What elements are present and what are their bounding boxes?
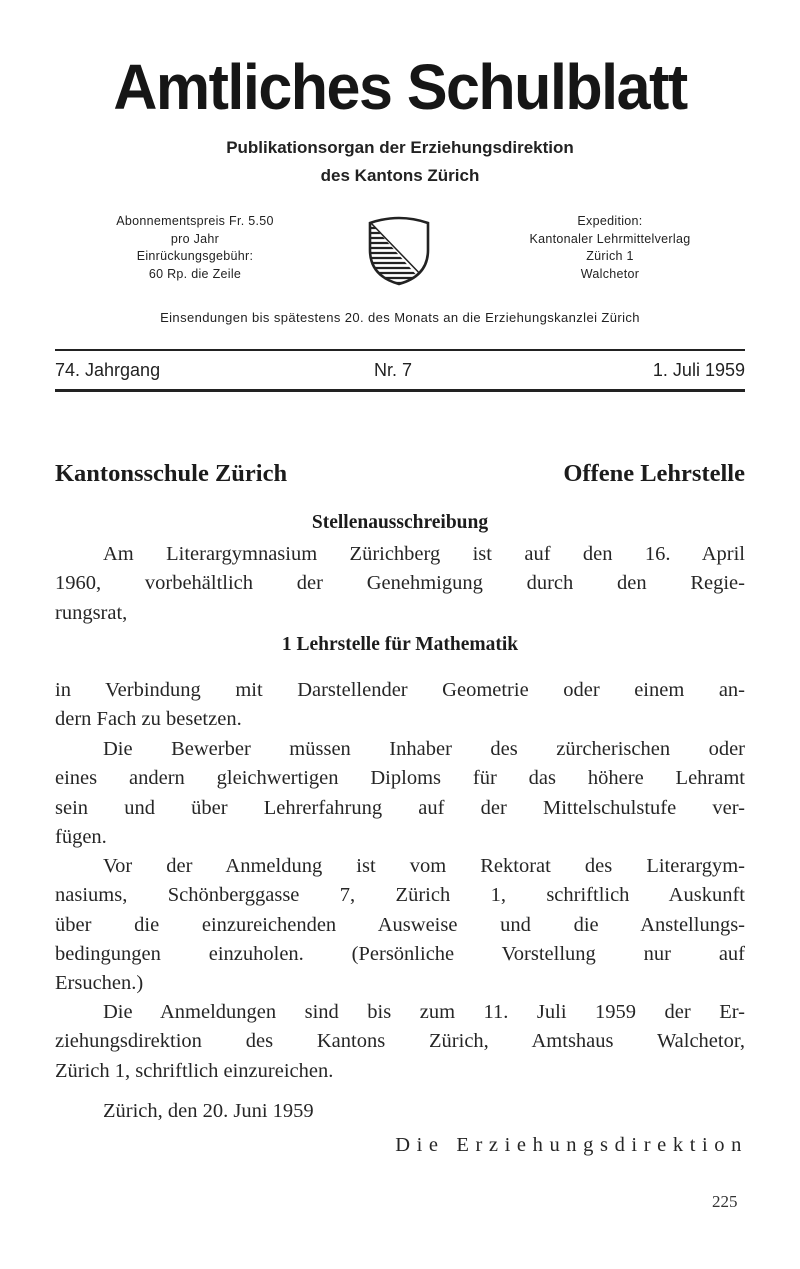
subscription-price: Abonnementspreis Fr. 5.50 <box>116 214 274 228</box>
paragraph-5 <box>55 998 745 1086</box>
text-line: sein und über Lehrerfahrung auf der Mittelschulstufe ver- <box>55 796 745 819</box>
bottom-rule <box>55 389 745 392</box>
article-subheading: Stellenausschreibung <box>311 512 489 533</box>
masthead-subtitle-line2: des Kantons Zürich <box>320 166 480 185</box>
paragraph-3 <box>55 735 745 852</box>
article-category: Offene Lehrstelle <box>563 460 745 487</box>
masthead-title: Amtliches Schulblatt <box>113 51 687 123</box>
expedition-label: Expedition: <box>577 214 643 228</box>
institution-name: Kantonsschule Zürich <box>55 460 288 487</box>
issue-volume: 74. Jahrgang <box>55 360 161 380</box>
issue-number: Nr. 7 <box>374 360 413 380</box>
text-line: 1960, vorbehältlich der Genehmigung durch den Regie- <box>55 572 745 595</box>
place-and-date: Zürich, den 20. Juni 1959 <box>103 1100 314 1122</box>
issue-date: 1. Juli 1959 <box>652 360 745 380</box>
insertion-fee-value: 60 Rp. die Zeile <box>148 266 242 281</box>
text-line: dern Fach zu besetzen. <box>55 708 242 731</box>
paragraph-2 <box>55 676 745 735</box>
zurich-coat-of-arms-icon <box>366 214 432 286</box>
paragraph-1 <box>55 540 745 628</box>
text-line: Die Anmeldungen sind bis zum 11. Juli 1959 der Er- <box>103 1001 745 1023</box>
text-line: nasiums, Schönberggasse 7, Zürich 1, schriftlich Auskunft <box>55 884 745 907</box>
article-heading-row <box>55 460 745 494</box>
position-title: 1 Lehrstelle für Mathematik <box>281 634 519 655</box>
paragraph-4 <box>55 852 745 998</box>
issue-info-row <box>55 360 745 384</box>
expedition-city: Zürich 1 <box>586 249 634 263</box>
subscription-info <box>70 213 320 283</box>
page-number: 225 <box>712 1192 738 1211</box>
text-line: ziehungsdirektion des Kantons Zürich, Amtshaus Walchetor, <box>55 1030 745 1053</box>
text-line: fügen. <box>55 825 107 848</box>
text-line: Vor der Anmeldung ist vom Rektorat des Literargym- <box>103 855 745 877</box>
text-line: rungsrat, <box>55 601 128 624</box>
text-line: eines andern gleichwertigen Diploms für das höhere Lehramt <box>55 767 745 790</box>
text-line: Ersuchen.) <box>55 972 144 995</box>
expedition-street: Walchetor <box>580 266 640 281</box>
top-rule <box>55 349 745 351</box>
signature: Die Erziehungsdirektion <box>395 1134 748 1156</box>
text-line: Zürich 1, schriftlich einzureichen. <box>55 1059 334 1082</box>
insertion-fee-label: Einrückungsgebühr: <box>136 249 254 263</box>
text-line: über die einzureichenden Ausweise und die Anstellungs- <box>55 913 745 936</box>
text-line: bedingungen einzuholen. (Persönliche Vorstellung nur auf <box>55 942 745 965</box>
subscription-period: pro Jahr <box>170 231 220 246</box>
text-line: in Verbindung mit Darstellender Geometrie oder einem an- <box>55 679 745 701</box>
submission-notice: Einsendungen bis spätestens 20. des Monats an die Erziehungskanzlei Zürich <box>160 310 640 325</box>
expedition-info <box>480 213 740 283</box>
masthead-subtitle-line1: Publikationsorgan der Erziehungsdirektion <box>226 138 574 157</box>
text-line: Am Literargymnasium Zürichberg ist auf den 16. April <box>103 543 745 565</box>
expedition-publisher: Kantonaler Lehrmittelverlag <box>529 231 691 246</box>
text-line: Die Bewerber müssen Inhaber des zürcherischen oder <box>103 738 745 760</box>
